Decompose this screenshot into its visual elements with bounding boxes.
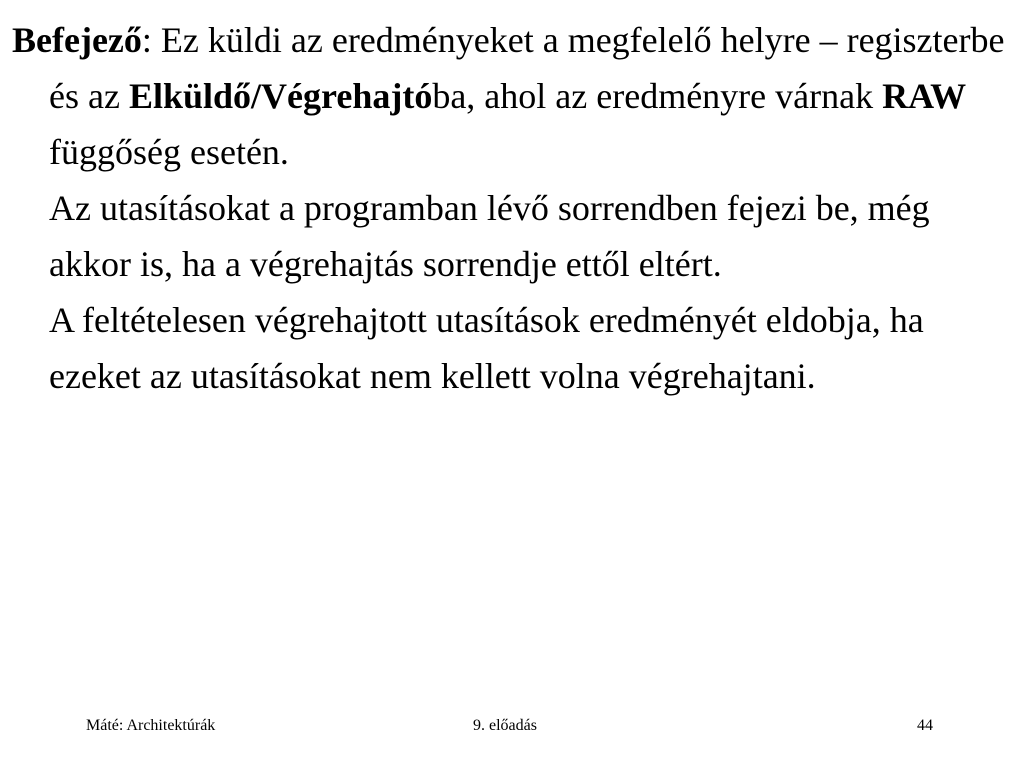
- footer-author: Máté: Architektúrák: [86, 717, 216, 734]
- term-elkuldo-vegrehajto: Elküldő/Végrehajtó: [128, 76, 433, 116]
- slide-body: [12, 12, 1016, 404]
- paragraph1-text-a: : Ez küldi az eredményeket a megfelelő helyre – regiszterbe és az: [49, 20, 1005, 116]
- paragraph1-text-c: függőség esetén.: [49, 132, 289, 172]
- footer-page-number: 44: [917, 717, 933, 734]
- paragraph1-text-b: ba, ahol az eredményre várnak: [432, 76, 883, 116]
- footer-lecture: 9. előadás: [473, 717, 537, 734]
- paragraph-feltételes: A feltételesen végrehajtott utasítások eredményét eldobja, ha ezeket az utasításokat nem kellett volna végrehajtani.: [49, 300, 924, 396]
- term-raw: RAW: [882, 76, 967, 116]
- paragraph-sorrend: Az utasításokat a programban lévő sorrendben fejezi be, még akkor is, ha a végrehajtás sorrendje ettől eltért.: [49, 188, 930, 284]
- paragraph-befejezo: [12, 12, 1016, 180]
- term-befejezo: Befejező: [12, 20, 142, 60]
